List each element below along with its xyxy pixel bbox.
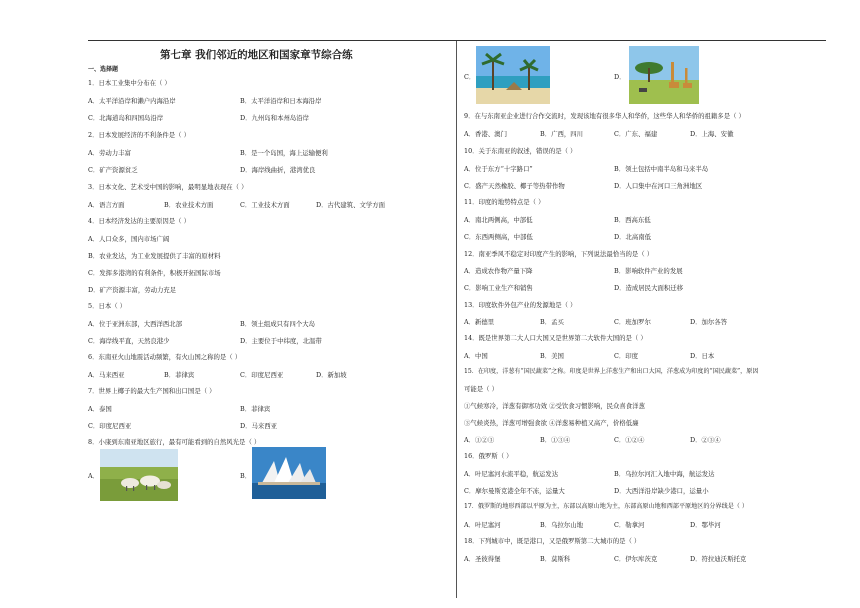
option: C．勒拿河 bbox=[614, 521, 645, 529]
option: C．印度 bbox=[614, 352, 639, 360]
section-heading: 一、选择题 bbox=[88, 66, 119, 73]
option: A．叶尼塞河 bbox=[464, 521, 501, 529]
statement: ①气候寒冷，洋葱有御寒功效 ②受饮食习惯影响，民众喜食洋葱 bbox=[464, 402, 645, 410]
question-9: 9．在与东南亚企业进行合作交流时，发现该地有很多华人和华侨，这些华人和华侨的祖籍多是（ ） bbox=[464, 112, 745, 120]
option: A．位于亚洲东部，大西洋西北部 bbox=[88, 320, 183, 328]
question-15-cont: 可能是（ ） bbox=[464, 385, 498, 393]
option: B．是一个岛国，海上运输便利 bbox=[240, 149, 328, 157]
option: B．美国 bbox=[540, 352, 564, 360]
option: D．日本 bbox=[690, 352, 715, 360]
option: A．圣彼得堡 bbox=[464, 555, 501, 563]
option: C．东西两侧高，中部低 bbox=[464, 233, 533, 241]
option: C．北海道岛和四国岛沿岸 bbox=[88, 114, 164, 122]
option: D．加尔各答 bbox=[690, 318, 728, 326]
question-5: 5．日本（ ） bbox=[88, 302, 127, 310]
question-8: 8．小康到东南亚地区旅行，最有可能看到的自然风光是（ ） bbox=[88, 438, 261, 446]
option: D．九州岛和本州岛沿岸 bbox=[240, 114, 310, 122]
option: C．①②④ bbox=[614, 436, 645, 444]
option: B．莫斯科 bbox=[540, 555, 571, 563]
option: C．班加罗尔 bbox=[614, 318, 651, 326]
option: D．符拉迪沃斯托克 bbox=[690, 555, 747, 563]
option: A．位于东方“十字路口” bbox=[464, 165, 533, 173]
option: D．主要位于中纬度，北温带 bbox=[240, 337, 322, 345]
option: C．发挥多港湾的有利条件，积极开拓国际市场 bbox=[88, 269, 221, 277]
option: C．广东、福建 bbox=[614, 130, 658, 138]
option: D．北高南低 bbox=[614, 233, 652, 241]
option: D．上海、安徽 bbox=[690, 130, 734, 138]
option: B．西高东低 bbox=[614, 216, 651, 224]
question-13: 13．印度软件外包产业的发源地是（ ） bbox=[464, 301, 577, 309]
option: C． bbox=[464, 73, 476, 81]
option: B．菲律宾 bbox=[164, 371, 195, 379]
question-17: 17．俄罗斯的地形西部以平原为主，东部以高原山地为主，东部高原山地和西部平原地区的分界线是（ ） bbox=[464, 503, 748, 510]
option: A．太平洋沿岸和濑户内海沿岸 bbox=[88, 97, 176, 105]
option: D．鄂毕河 bbox=[690, 521, 721, 529]
option: B．①③④ bbox=[540, 436, 571, 444]
grassland-sheep-image bbox=[100, 449, 178, 501]
savanna-giraffes-image bbox=[629, 46, 699, 104]
option: B．菲律宾 bbox=[240, 405, 271, 413]
option: D．人口集中在河口三角洲地区 bbox=[614, 182, 703, 190]
option: A．中国 bbox=[464, 352, 488, 360]
option: A．泰国 bbox=[88, 405, 112, 413]
option: B．农业技术方面 bbox=[164, 201, 214, 209]
option: A．新德里 bbox=[464, 318, 495, 326]
question-18: 18．下列城市中，既是港口，又是俄罗斯第二大城市的是（ ） bbox=[464, 537, 641, 545]
option: B．太平洋沿岸和日本海沿岸 bbox=[240, 97, 322, 105]
option: B．影响软件产业的发展 bbox=[614, 267, 683, 275]
option: C．海岸线平直，天然良港少 bbox=[88, 337, 170, 345]
option: A．香港、澳门 bbox=[464, 130, 507, 138]
question-14: 14．既是世界第二大人口大国又是世界第二大软件大国的是（ ） bbox=[464, 334, 647, 342]
option: C．矿产资源贫乏 bbox=[88, 166, 138, 174]
opera-house-image bbox=[252, 447, 326, 499]
option: C．伊尔库茨克 bbox=[614, 555, 658, 563]
option: D．海岸线曲折，港湾优良 bbox=[240, 166, 316, 174]
option: C．工业技术方面 bbox=[240, 201, 290, 209]
tropical-beach-image bbox=[476, 46, 550, 104]
option: B．乌拉尔山地 bbox=[540, 521, 584, 529]
option: D．矿产资源丰富，劳动力充足 bbox=[88, 286, 177, 294]
question-15: 15．在印度，洋葱有“国民蔬菜”之称。印度是世界上洋葱生产和出口大国，洋葱成为印度的“国民蔬菜”，原因 bbox=[464, 368, 759, 375]
option: D．②③④ bbox=[690, 436, 721, 444]
question-6: 6．东南亚火山地震活动频繁，有火山国之称的是（ ） bbox=[88, 353, 242, 361]
option: D．马来西亚 bbox=[240, 422, 278, 430]
option: A．人口众多，国内市场广阔 bbox=[88, 235, 170, 243]
option: B．领土包括中南半岛和马来半岛 bbox=[614, 165, 709, 173]
question-1: 1．日本工业集中分布在（ ） bbox=[88, 79, 171, 87]
question-4: 4．日本经济发达的主要原因是（ ） bbox=[88, 217, 190, 225]
question-7: 7．世界上椰子的最大生产国和出口国是（ ） bbox=[88, 387, 216, 395]
option: D．大西洋沿岸缺少港口，运量小 bbox=[614, 487, 709, 495]
column-divider bbox=[456, 41, 457, 598]
option: A．叶尼塞河水流平稳，航运发达 bbox=[464, 470, 559, 478]
option: D．新加坡 bbox=[316, 371, 347, 379]
option: C．影响工业生产和销售 bbox=[464, 284, 533, 292]
question-3: 3．日本文化、艺术受中国的影响，最明显地表现在（ ） bbox=[88, 183, 248, 191]
option: A．语言方面 bbox=[88, 201, 125, 209]
option: A．①②③ bbox=[464, 436, 495, 444]
question-11: 11．印度的地势特点是（ ） bbox=[464, 198, 545, 206]
option: B．领土组成只有四个大岛 bbox=[240, 320, 315, 328]
option: C．摩尔曼斯克港全年不冻，运量大 bbox=[464, 487, 565, 495]
option: B．乌拉尔河汇入地中海，航运发达 bbox=[614, 470, 715, 478]
option: B．农业发达，为工业发展提供了丰富的原材料 bbox=[88, 252, 221, 260]
option: C．印度尼西亚 bbox=[240, 371, 284, 379]
question-10: 10．关于东南亚的叙述，错误的是（ ） bbox=[464, 147, 577, 155]
option: A．南北两侧高，中部低 bbox=[464, 216, 533, 224]
option: C．印度尼西亚 bbox=[88, 422, 132, 430]
statement: ③气候炎热，洋葱可增强食欲 ④洋葱易种植又高产，价格低廉 bbox=[464, 419, 639, 427]
question-2: 2．日本发展经济的不利条件是（ ） bbox=[88, 131, 190, 139]
option: D． bbox=[614, 73, 626, 81]
question-12: 12．南亚季风不稳定对印度产生的影响，下列说法最恰当的是（ ） bbox=[464, 250, 654, 258]
top-rule bbox=[88, 40, 826, 41]
option: A．造成农作物产量下降 bbox=[464, 267, 533, 275]
option: D．古代建筑、文学方面 bbox=[316, 201, 386, 209]
option: B． bbox=[240, 472, 252, 480]
option: B．孟买 bbox=[540, 318, 564, 326]
option: A． bbox=[88, 472, 100, 480]
option: D．造成居民大面积迁移 bbox=[614, 284, 684, 292]
option: B．广西，四川 bbox=[540, 130, 584, 138]
question-16: 16．俄罗斯（ ） bbox=[464, 452, 513, 460]
option: C．盛产天然橡胶、椰子等热带作物 bbox=[464, 182, 565, 190]
option: A．劳动力丰富 bbox=[88, 149, 131, 157]
page-title: 第七章 我们邻近的地区和国家章节综合练 bbox=[160, 49, 353, 61]
option: A．马来西亚 bbox=[88, 371, 125, 379]
